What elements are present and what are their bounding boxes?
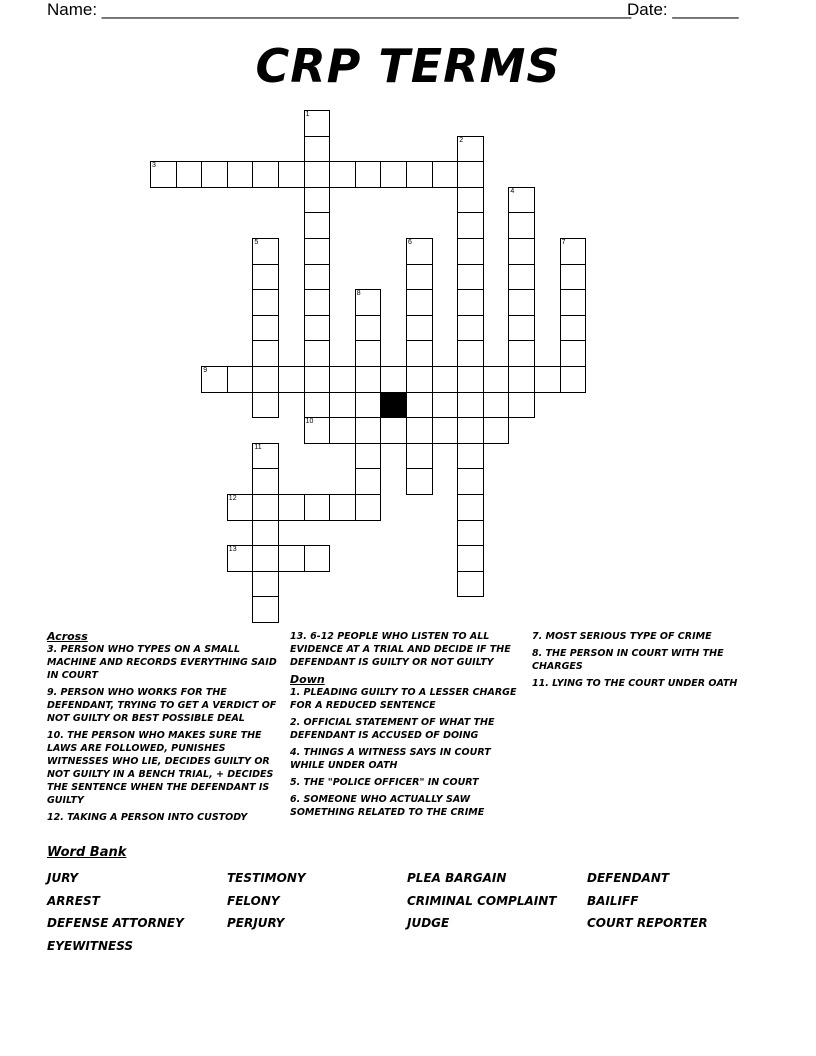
- grid-cell[interactable]: [432, 366, 459, 393]
- clue-number: 11: [254, 443, 262, 451]
- grid-cell[interactable]: [252, 366, 279, 393]
- grid-cell[interactable]: [355, 366, 382, 393]
- grid-cell[interactable]: [508, 392, 535, 419]
- grid-cell[interactable]: [329, 366, 356, 393]
- date-field[interactable]: Date: _______: [627, 0, 739, 19]
- grid-cell[interactable]: [304, 136, 331, 163]
- clue-down-1: 1. PLEADING GUILTY TO A LESSER CHARGE FOR A REDUCED SENTENCE: [290, 687, 517, 711]
- grid-cell[interactable]: [406, 468, 433, 495]
- grid-cell[interactable]: [560, 289, 587, 316]
- grid-cell[interactable]: [252, 315, 279, 342]
- grid-cell[interactable]: [304, 545, 331, 572]
- grid-cell[interactable]: [304, 187, 331, 214]
- word-bank-word: TESTIMONY: [227, 871, 306, 885]
- grid-cell[interactable]: [457, 520, 484, 547]
- across-heading: Across: [47, 630, 88, 643]
- grid-cell[interactable]: [355, 315, 382, 342]
- grid-cell[interactable]: [227, 366, 254, 393]
- clue-number: 5: [254, 239, 259, 246]
- clue-number: 7: [561, 239, 566, 246]
- grid-cell[interactable]: [355, 417, 382, 444]
- clue-across-10: 10. THE PERSON WHO MAKES SURE THE LAWS ARE FOLLOWED, PUNISHES WITNESSES WHO LIE, DECIDES GUILTY OR NOT GUILTY IN A BENCH TRIAL, + DECIDES THE SENTENCE WHEN THE DEFENDANT IS GUILTY: [47, 730, 274, 806]
- grid-cell[interactable]: [355, 289, 382, 316]
- clue-number: 10: [305, 418, 314, 426]
- grid-cell[interactable]: [560, 315, 587, 342]
- grid-cell[interactable]: [252, 545, 279, 572]
- grid-cell[interactable]: [457, 545, 484, 572]
- grid-cell[interactable]: [406, 238, 433, 265]
- grid-cell[interactable]: [406, 161, 433, 188]
- grid-cell[interactable]: [457, 494, 484, 521]
- grid-cell[interactable]: [329, 417, 356, 444]
- grid-cell[interactable]: [508, 289, 535, 316]
- grid-cell[interactable]: [508, 366, 535, 393]
- grid-cell[interactable]: [304, 110, 331, 137]
- grid-cell[interactable]: [252, 494, 279, 521]
- grid-cell[interactable]: [304, 494, 331, 521]
- clue-number: 2: [459, 136, 464, 144]
- name-field[interactable]: Name: ________________________________________________________: [47, 0, 632, 19]
- clue-down-5: 5. THE "POLICE OFFICER" IN COURT: [290, 777, 479, 788]
- grid-cell[interactable]: [304, 315, 331, 342]
- grid-cell[interactable]: [508, 238, 535, 265]
- clue-number: 13: [228, 546, 237, 554]
- grid-cell[interactable]: [457, 187, 484, 214]
- clue-column-3: [532, 630, 757, 694]
- grid-cell[interactable]: [252, 392, 279, 419]
- grid-cell[interactable]: [457, 366, 484, 393]
- grid-cell[interactable]: [457, 264, 484, 291]
- grid-cell[interactable]: [560, 366, 587, 393]
- grid-cell[interactable]: [304, 161, 331, 188]
- grid-cell[interactable]: [560, 264, 587, 291]
- grid-cell[interactable]: [457, 238, 484, 265]
- grid-cell[interactable]: [457, 212, 484, 239]
- grid-cell[interactable]: [534, 366, 561, 393]
- clue-down-6: 6. SOMEONE WHO ACTUALLY SAW SOMETHING RELATED TO THE CRIME: [290, 794, 485, 818]
- grid-cell[interactable]: [406, 315, 433, 342]
- grid-cell[interactable]: [560, 340, 587, 367]
- word-bank-word: CRIMINAL COMPLAINT: [407, 893, 557, 908]
- grid-cell[interactable]: [329, 494, 356, 521]
- grid-cell[interactable]: [304, 238, 331, 265]
- clue-number: 9: [203, 367, 208, 374]
- grid-cell[interactable]: [406, 443, 433, 470]
- grid-cell[interactable]: [457, 136, 484, 163]
- word-bank-word: EYEWITNESS: [47, 938, 134, 953]
- word-bank-word: PERJURY: [227, 916, 285, 930]
- page-title: CRP TERMS: [255, 39, 561, 93]
- grid-cell[interactable]: [457, 161, 484, 188]
- grid-cell[interactable]: [252, 596, 279, 623]
- grid-cell[interactable]: [278, 366, 305, 393]
- grid-cell[interactable]: [304, 392, 331, 419]
- grid-cell[interactable]: [432, 161, 459, 188]
- grid-cell[interactable]: [355, 468, 382, 495]
- clue-down-4: 4. THINGS A WITNESS SAYS IN COURT WHILE UNDER OATH: [290, 747, 491, 771]
- clue-number: 8: [356, 290, 361, 298]
- grid-cell[interactable]: [252, 468, 279, 495]
- grid-cell[interactable]: [380, 161, 407, 188]
- grid-cell[interactable]: [252, 443, 279, 470]
- grid-cell[interactable]: [252, 264, 279, 291]
- word-bank-word: DEFENDANT: [587, 871, 670, 885]
- grid-cell[interactable]: [457, 340, 484, 367]
- clue-across-3: 3. PERSON WHO TYPES ON A SMALL MACHINE AND RECORDS EVERYTHING SAID IN COURT: [47, 644, 277, 681]
- clue-across-13: 13. 6-12 PEOPLE WHO LISTEN TO ALL EVIDENCE AT A TRIAL AND DECIDE IF THE DEFENDANT IS GUILTY OR NOT GUILTY: [290, 631, 511, 668]
- grid-cell[interactable]: [457, 315, 484, 342]
- word-bank-word: ARREST: [47, 893, 100, 908]
- word-bank-word: DEFENSE ATTORNEY: [47, 916, 184, 930]
- grid-cell[interactable]: [483, 366, 510, 393]
- grid-cell[interactable]: [406, 340, 433, 367]
- grid-cell[interactable]: [457, 417, 484, 444]
- grid-cell[interactable]: [406, 264, 433, 291]
- grid-cell[interactable]: [457, 289, 484, 316]
- grid-cell[interactable]: [406, 417, 433, 444]
- grid-cell[interactable]: [355, 443, 382, 470]
- grid-cell[interactable]: [227, 545, 254, 572]
- word-bank-word: JURY: [47, 871, 79, 885]
- grid-cell[interactable]: [176, 161, 203, 188]
- grid-cell[interactable]: [252, 161, 279, 188]
- grid-cell[interactable]: [355, 494, 382, 521]
- clue-down-2: 2. OFFICIAL STATEMENT OF WHAT THE DEFENDANT IS ACCUSED OF DOING: [290, 717, 495, 741]
- grid-cell[interactable]: [252, 520, 279, 547]
- grid-cell[interactable]: [560, 238, 587, 265]
- grid-cell[interactable]: [304, 340, 331, 367]
- grid-cell[interactable]: [252, 289, 279, 316]
- grid-cell[interactable]: [201, 366, 228, 393]
- grid-cell[interactable]: [380, 417, 407, 444]
- grid-cell[interactable]: [406, 392, 433, 419]
- grid-cell[interactable]: [457, 392, 484, 419]
- grid-cell[interactable]: [278, 545, 305, 572]
- grid-cell[interactable]: [406, 289, 433, 316]
- grid-cell[interactable]: [150, 161, 177, 188]
- grid-cell[interactable]: [201, 161, 228, 188]
- word-bank-heading: Word Bank: [47, 845, 127, 860]
- clue-number: 6: [408, 239, 412, 246]
- grid-cell[interactable]: [457, 443, 484, 470]
- grid-cell[interactable]: [508, 212, 535, 239]
- clue-number: 3: [152, 162, 156, 170]
- clue-across-12: 12. TAKING A PERSON INTO CUSTODY: [47, 812, 248, 823]
- word-bank-word: BAILIFF: [587, 893, 639, 908]
- clue-down-11: 11. LYING TO THE COURT UNDER OATH: [532, 678, 738, 689]
- grid-cell[interactable]: [304, 289, 331, 316]
- word-bank-word: FELONY: [227, 893, 280, 908]
- grid-cell[interactable]: [227, 161, 254, 188]
- grid-cell[interactable]: [252, 571, 279, 598]
- grid-cell[interactable]: [304, 417, 331, 444]
- clue-number: 1: [305, 111, 310, 118]
- grid-cell[interactable]: [252, 340, 279, 367]
- down-heading: Down: [290, 673, 325, 686]
- grid-cell[interactable]: [227, 494, 254, 521]
- grid-cell[interactable]: [329, 161, 356, 188]
- word-bank-word: PLEA BARGAIN: [407, 871, 507, 885]
- clue-down-7: 7. MOST SERIOUS TYPE OF CRIME: [532, 631, 712, 642]
- clue-column-2: [290, 630, 526, 823]
- grid-cell[interactable]: [380, 366, 407, 393]
- grid-cell[interactable]: [508, 340, 535, 367]
- grid-cell[interactable]: [457, 571, 484, 598]
- black-square: [380, 392, 407, 419]
- grid-cell[interactable]: [355, 340, 382, 367]
- grid-cell[interactable]: [432, 417, 459, 444]
- grid-cell[interactable]: [278, 494, 305, 521]
- word-bank-word: COURT REPORTER: [587, 916, 708, 930]
- grid-cell[interactable]: [508, 315, 535, 342]
- clue-across-9: 9. PERSON WHO WORKS FOR THE DEFENDANT, TRYING TO GET A VERDICT OF NOT GUILTY OR BEST POSSIBLE DEAL: [47, 687, 277, 724]
- grid-cell[interactable]: [508, 264, 535, 291]
- grid-cell[interactable]: [304, 366, 331, 393]
- across-column-1: [47, 630, 279, 828]
- grid-cell[interactable]: [508, 187, 535, 214]
- grid-cell[interactable]: [304, 212, 331, 239]
- grid-cell[interactable]: [304, 264, 331, 291]
- clue-number: 12: [228, 495, 237, 502]
- clue-down-8: 8. THE PERSON IN COURT WITH THE CHARGES: [532, 648, 724, 672]
- grid-cell[interactable]: [355, 161, 382, 188]
- grid-cell[interactable]: [278, 161, 305, 188]
- grid-cell[interactable]: [457, 468, 484, 495]
- grid-cell[interactable]: [406, 366, 433, 393]
- grid-cell[interactable]: [483, 417, 510, 444]
- word-bank-word: JUDGE: [407, 916, 450, 930]
- clue-number: 4: [510, 187, 515, 195]
- grid-cell[interactable]: [252, 238, 279, 265]
- grid-cell[interactable]: [355, 392, 382, 419]
